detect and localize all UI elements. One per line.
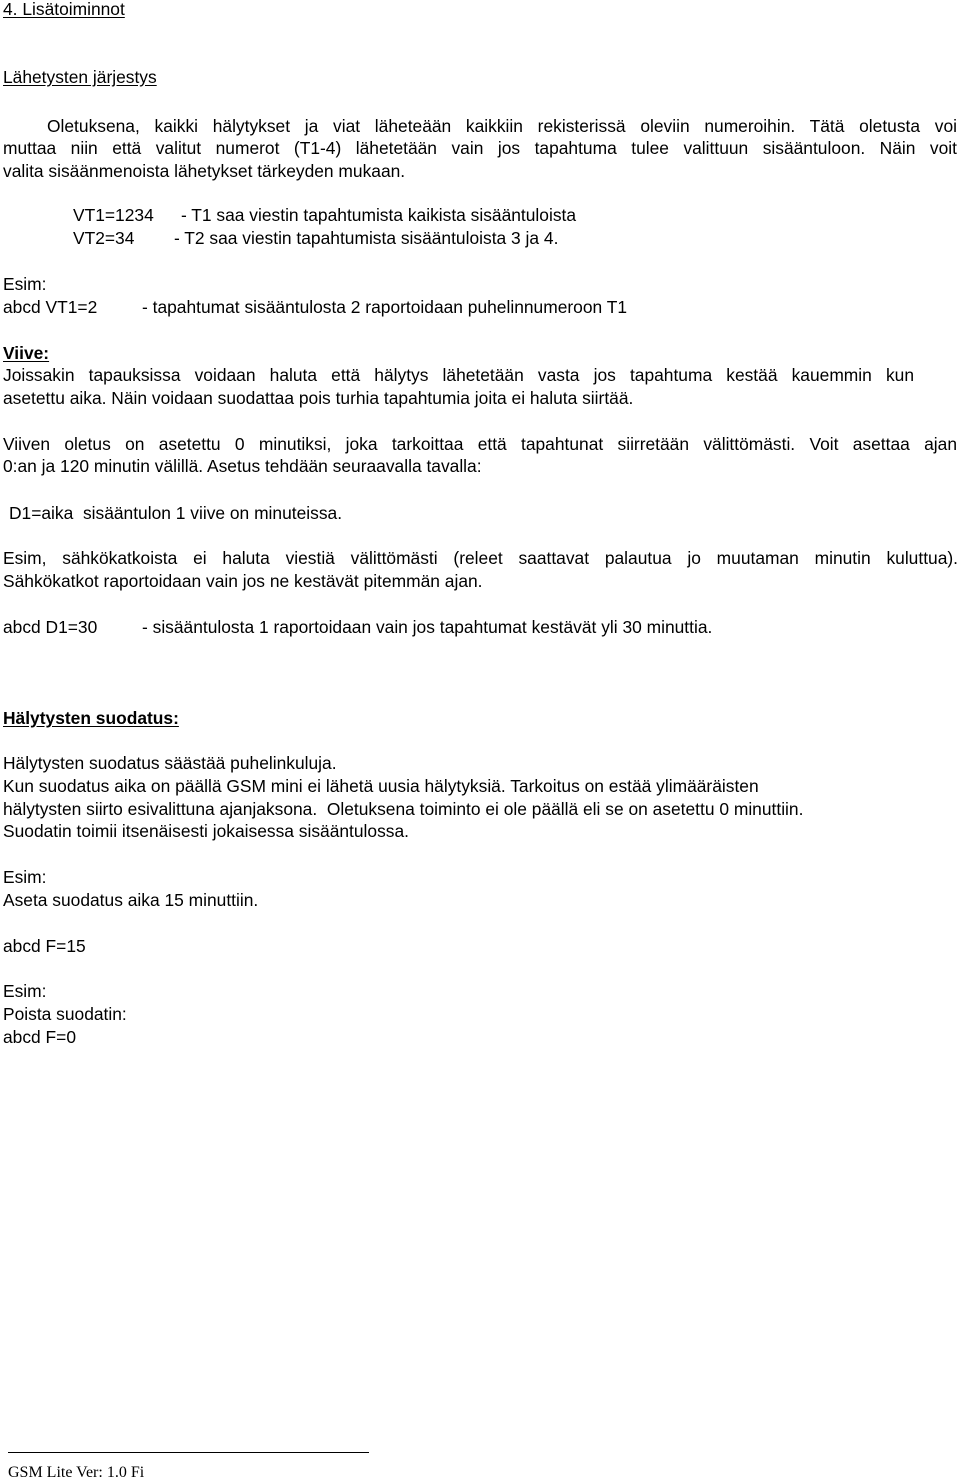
filter-example1-code: abcd F=15	[3, 936, 86, 956]
filter-line-3: hälytysten siirto esivalittuna ajanjaksona. Oletuksena toiminto ei ole päällä eli se on asetettu 0 minuttiin.	[3, 799, 804, 819]
example-code: abcd VT1=2	[3, 297, 98, 317]
intro-line-1: Oletuksena, kaikki hälytykset ja viat läheteään kaikkiin rekisterissä oleviin numeroihin. Tätä oletusta voi	[47, 116, 957, 136]
intro-line-2: muttaa niin että valitut numerot (T1-4) lähetetään vain jos tapahtuma tulee valittuun sisääntuloon. Näin voit	[3, 138, 957, 158]
delay-para2-line1: Viiven oletus on asetettu 0 minutiksi, joka tarkoittaa että tapahtunat siirretään välittömästi. Voit asettaa ajan	[3, 434, 957, 454]
delay-para3-line2: Sähkökatkot raportoidaan vain jos ne kestävät pitemmän ajan.	[3, 571, 483, 591]
filter-example1-label: Esim:	[3, 867, 47, 887]
delay-para1-line2: asetettu aika. Näin voidaan suodattaa pois turhia tapahtumia joita ei haluta siirtää.	[3, 388, 634, 408]
intro-line-3: valita sisäänmenoista lähetykset tärkeyden mukaan.	[3, 161, 406, 181]
filter-example2-code: abcd F=0	[3, 1027, 76, 1047]
example-label: Esim:	[3, 274, 47, 294]
filter-example2-text: Poista suodatin:	[3, 1004, 127, 1024]
section-heading-send-order: Lähetysten järjestys	[3, 67, 157, 87]
command-code-vt2: VT2=34	[73, 228, 135, 248]
filter-example1-text: Aseta suodatus aika 15 minuttiin.	[3, 890, 259, 910]
example-desc: - tapahtumat sisääntulosta 2 raportoidaan puhelinnumeroon T1	[142, 297, 628, 317]
delay-syntax: D1=aika sisääntulon 1 viive on minuteissa.	[9, 503, 343, 523]
delay-para2-line2: 0:an ja 120 minutin välillä. Asetus tehdään seuraavalla tavalla:	[3, 456, 482, 476]
filter-example2-label: Esim:	[3, 981, 47, 1001]
filter-line-2: Kun suodatus aika on päällä GSM mini ei lähetä uusia hälytyksiä. Tarkoitus on estää ylimääräisten	[3, 776, 759, 796]
chapter-title: 4. Lisätoiminnot	[3, 0, 125, 19]
delay-para3-line1: Esim, sähkökatkoista ei haluta viestiä välittömästi (releet saattavat palautua jo muutaman minutin kuluttua).	[3, 548, 958, 568]
command-desc-vt2: - T2 saa viestin tapahtumista sisääntuloista 3 ja 4.	[174, 228, 559, 248]
delay-example-code: abcd D1=30	[3, 617, 98, 637]
command-desc-vt1: - T1 saa viestin tapahtumista kaikista sisääntuloista	[181, 205, 577, 225]
filter-line-4: Suodatin toimii itsenäisesti jokaisessa sisääntulossa.	[3, 821, 409, 841]
footer-version: GSM Lite Ver: 1.0 Fi	[8, 1464, 145, 1481]
footer-divider	[8, 1452, 369, 1453]
filter-line-1: Hälytysten suodatus säästää puhelinkuluja.	[3, 753, 337, 773]
section-heading-filter: Hälytysten suodatus:	[3, 708, 179, 728]
delay-example-desc: - sisääntulosta 1 raportoidaan vain jos tapahtumat kestävät yli 30 minuttia.	[142, 617, 713, 637]
command-code-vt1: VT1=1234	[73, 205, 154, 225]
delay-para1-line1: Joissakin tapauksissa voidaan haluta että hälytys lähetetään vasta jos tapahtuma kestää kauemmin kun	[3, 365, 914, 385]
section-heading-delay: Viive:	[3, 343, 50, 363]
